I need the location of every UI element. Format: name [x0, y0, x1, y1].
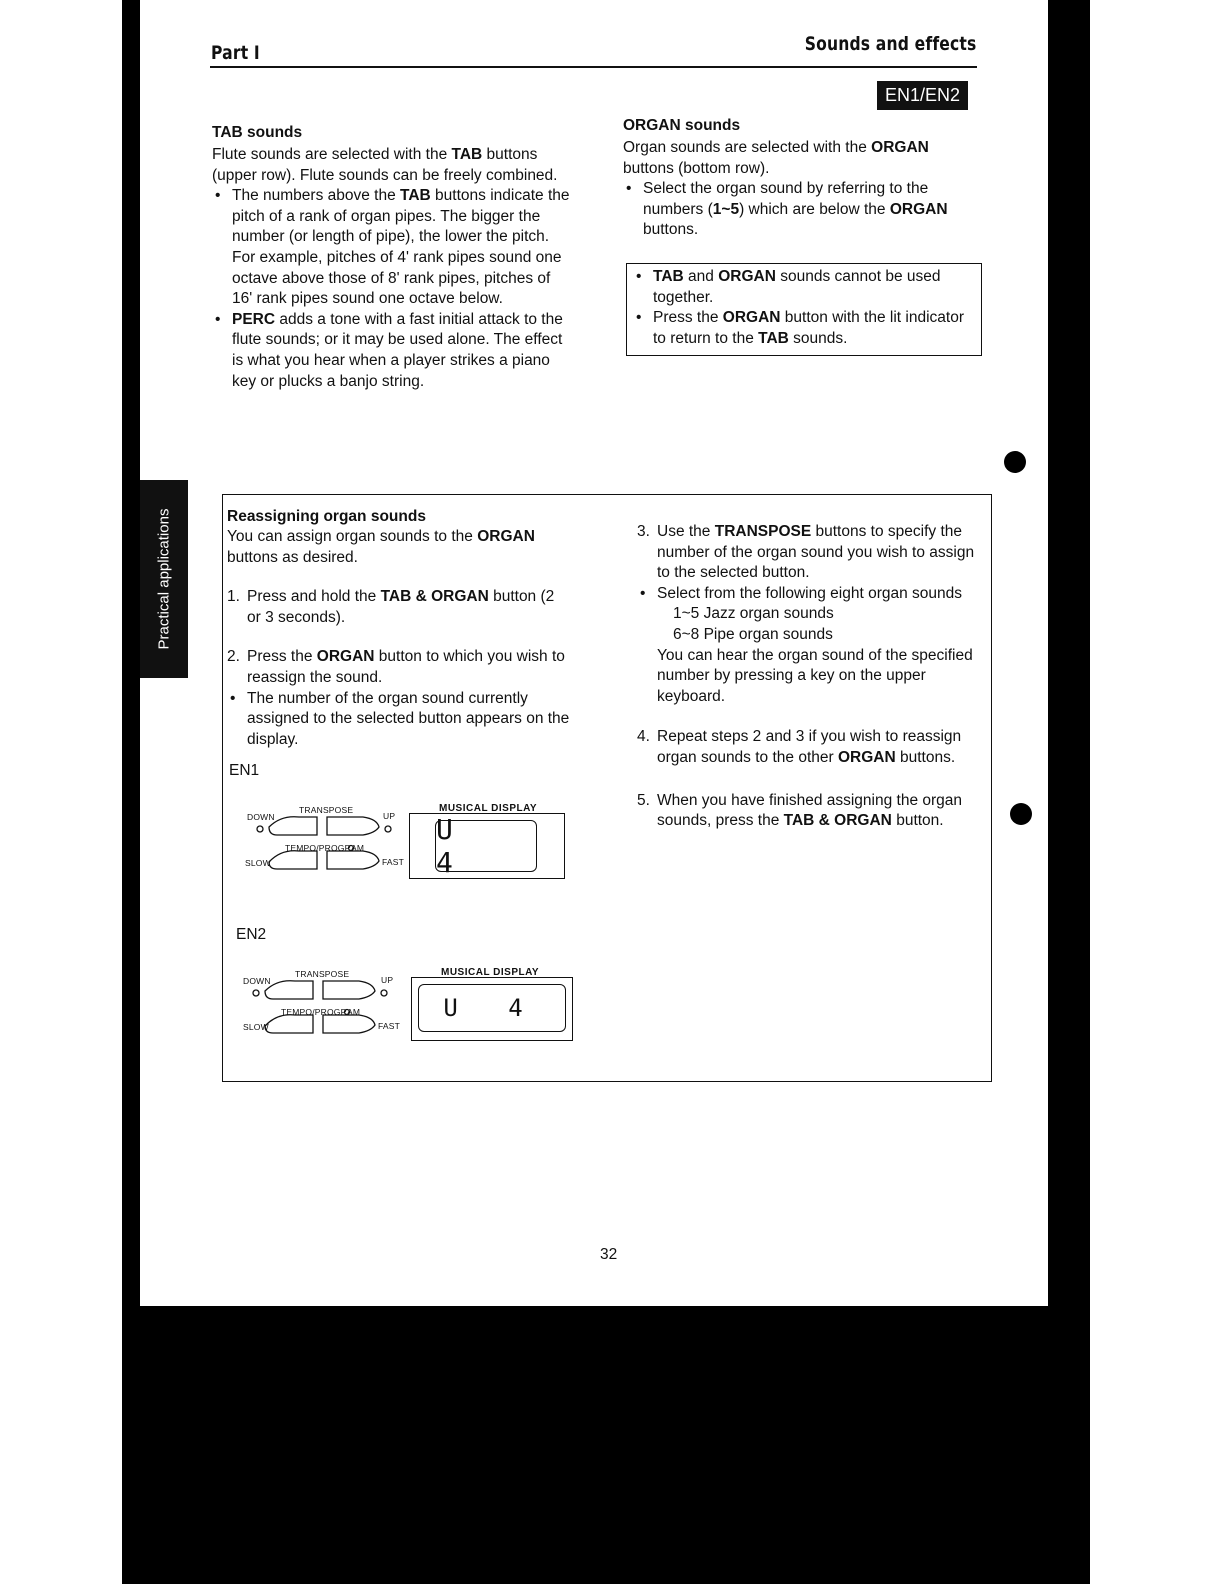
- sound-list-item-pipe: 6~8 Pipe organ sounds: [673, 625, 833, 643]
- reassign-step-3-bullet: • Select from the following eight organ sounds: [637, 584, 981, 605]
- en1-fast-label: FAST: [382, 857, 405, 867]
- en2-slow-label: SLOW: [243, 1022, 269, 1032]
- reassign-step-5: 5. When you have finished assigning the organ sounds, press the TAB & ORGAN button.: [637, 791, 963, 830]
- tab-sounds-bullets: [212, 186, 570, 392]
- en1-label: EN1: [229, 762, 260, 779]
- en2-transpose-label: TRANSPOSE: [295, 969, 350, 979]
- page-number: 32: [600, 1246, 618, 1263]
- en1-tempo-label: TEMPO/PROGRAM: [285, 843, 365, 853]
- reassign-step-2-bullet: • The number of the organ sound currently assigned to the selected button appears on the display.: [227, 689, 572, 751]
- tab-sounds-title: TAB sounds: [212, 124, 303, 141]
- en2-display-frame: [411, 977, 573, 1041]
- reassign-title: Reassigning organ sounds: [227, 508, 426, 525]
- side-tab: [140, 480, 188, 678]
- reassign-step-3-note: You can hear the organ sound of the specified number by pressing a key on the upper keyboard.: [657, 646, 973, 705]
- reassign-step-3: 3. Use the TRANSPOSE buttons to specify the number of the organ sound you wish to assign to the selected button.: [637, 523, 975, 582]
- en2-fast-label: FAST: [378, 1021, 401, 1031]
- en2-up-label: UP: [381, 975, 394, 985]
- organ-sounds-section: [623, 117, 981, 241]
- reassign-step-4: 4. Repeat steps 2 and 3 if you wish to reassign organ sounds to the other ORGAN buttons.: [637, 728, 962, 766]
- en2-down-label: DOWN: [243, 976, 271, 986]
- en1-down-label: DOWN: [247, 812, 275, 822]
- side-tab-label: Practical applications: [155, 508, 173, 650]
- organ-sounds-title: ORGAN sounds: [623, 117, 741, 134]
- en2-display-value: U 4: [443, 994, 541, 1022]
- en1-lcd: [435, 813, 537, 879]
- en1-panel: [245, 805, 565, 880]
- punch-hole-bottom: [1010, 803, 1032, 825]
- sound-list-item-jazz: 1~5 Jazz organ sounds: [673, 605, 834, 623]
- punch-hole-top: [1004, 451, 1026, 473]
- note-box: [626, 263, 982, 356]
- manual-page: [140, 0, 1048, 1306]
- scan-border-bottom: [122, 1306, 1090, 1584]
- en1-display-frame: [409, 813, 565, 879]
- note-item-return: • Press the ORGAN button with the lit indicator to return to the TAB sounds.: [633, 308, 973, 349]
- reassign-step-1: 1. Press and hold the TAB & ORGAN button (2 or 3 seconds).: [227, 588, 555, 626]
- part-label: Part I: [211, 42, 260, 64]
- reassign-right-col: [637, 522, 981, 832]
- en2-panel: [243, 969, 573, 1044]
- en2-tempo-label: TEMPO/PROGRAM: [281, 1007, 361, 1017]
- reassign-intro: You can assign organ sounds to the ORGAN buttons as desired.: [227, 528, 535, 566]
- en1-slow-label: SLOW: [245, 858, 271, 868]
- sound-list: [637, 604, 981, 645]
- tab-sounds-section: [212, 124, 570, 392]
- en2-lcd: [418, 984, 566, 1032]
- en2-display-title: MUSICAL DISPLAY: [441, 967, 540, 978]
- reassign-step-3-bullets: [637, 584, 981, 605]
- header-rule: [210, 66, 977, 68]
- note-box-list: [633, 267, 973, 349]
- tab-sounds-bullet-pitch: • The numbers above the TAB buttons indicate the pitch of a rank of organ pipes. The bigger the number (or length of pipe), the lower the pitch. For example, pitches of 4' rank pipes sound one octave above those of 8' rank pipes, pitches of 16' rank pipes sound one octave below.: [212, 186, 570, 310]
- reassign-step-2: 2. Press the ORGAN button to which you wish to reassign the sound.: [227, 648, 565, 686]
- en2-label: EN2: [236, 926, 267, 943]
- tab-sounds-bullet-perc: • PERC adds a tone with a fast initial attack to the flute sounds; or it may be used alone. The effect is what you hear when a player strikes a piano key or plucks a banjo string.: [212, 310, 570, 392]
- organ-sounds-bullets: [623, 179, 981, 241]
- en1-up-label: UP: [383, 811, 396, 821]
- organ-sounds-bullet: • Select the organ sound by referring to the numbers (1~5) which are below the ORGAN buttons.: [623, 179, 981, 241]
- en1-transpose-label: TRANSPOSE: [299, 805, 354, 815]
- reassign-box: [222, 494, 992, 1082]
- en1-display-title: MUSICAL DISPLAY: [439, 803, 538, 814]
- organ-sounds-intro: Organ sounds are selected with the ORGAN buttons (bottom row).: [623, 139, 929, 177]
- reassign-step-2-bullets: [227, 689, 572, 751]
- tab-sounds-intro: Flute sounds are selected with the TAB buttons (upper row). Flute sounds can be freely combined.: [212, 146, 558, 184]
- note-item-together: • TAB and ORGAN sounds cannot be used together.: [633, 267, 973, 308]
- reassign-left-col: [227, 508, 572, 750]
- en1-display-value: U 4: [436, 813, 471, 879]
- model-badge: EN1/EN2: [877, 81, 968, 110]
- section-title: Sounds and effects: [804, 33, 976, 55]
